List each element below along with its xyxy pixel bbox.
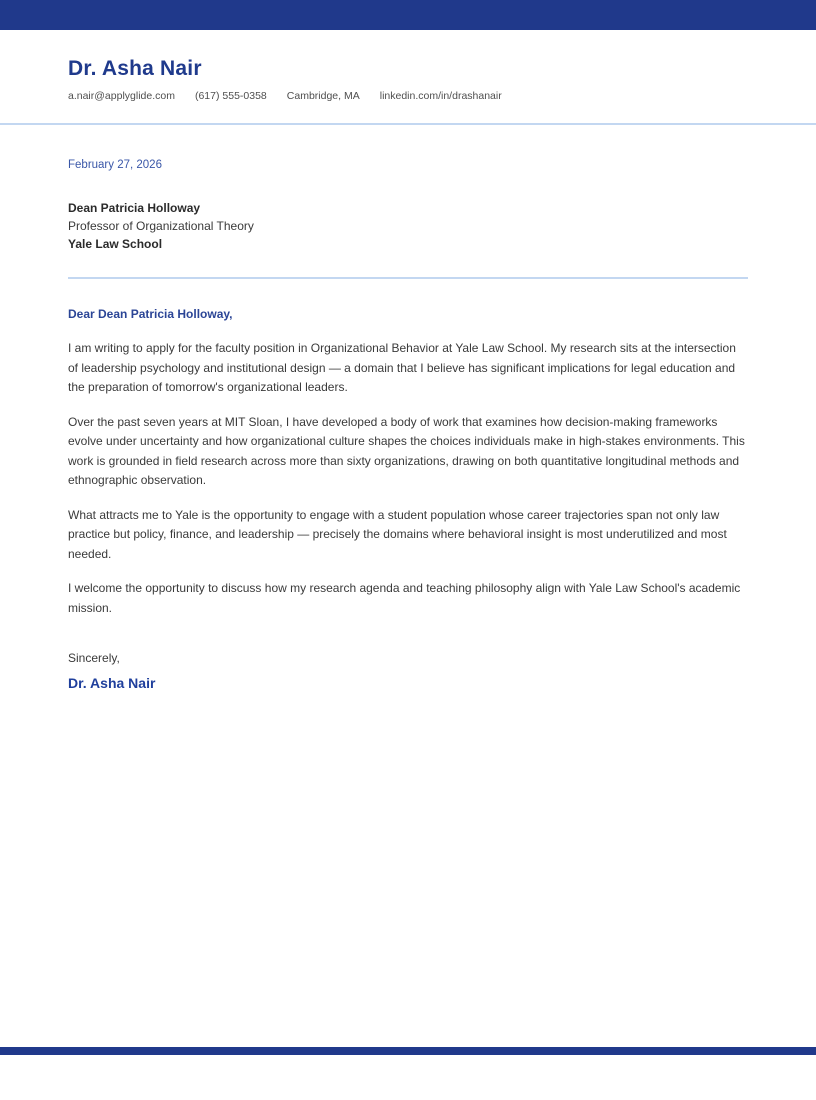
phone-text: (617) 555-0358: [194, 90, 267, 102]
recipient-title: Professor of Organizational Theory: [68, 218, 254, 233]
recipient-organization: Yale Law School: [68, 236, 163, 251]
closing-text: Sincerely,: [68, 651, 120, 665]
signature-name: Dr. Asha Nair: [68, 674, 156, 691]
salutation: Dear Dean Patricia Holloway,: [68, 306, 233, 321]
body-paragraph: I am writing to apply for the faculty position in Organizational Behavior at Yale Law School. My research sits at the intersection of leadership psychology and institutional design — a domain that I believe has significant implications for legal education and the preparation of tomorrow's organizational leaders.: [68, 341, 736, 394]
body-paragraph: What attracts me to Yale is the opportunity to engage with a student population whose career trajectories span not only law practice but policy, finance, and leadership — precisely the domains where behavioral insight is most underutilized and most needed.: [68, 507, 727, 561]
body-paragraph: Over the past seven years at MIT Sloan, I have developed a body of work that examines how decision-making frameworks evolve under uncertainty and how organizational culture shapes the choices individuals make in high-stakes environments. This work is grounded in field research across more than sixty organizations, drawing on both quantitative longitudinal methods and ethnographic observation.: [68, 414, 745, 487]
linkedin-text: linkedin.com/in/drashanair: [379, 90, 502, 102]
body-paragraph: I welcome the opportunity to discuss how my research agenda and teaching philosophy align with Yale Law School's academic mission.: [68, 581, 741, 615]
recipient-name: Dean Patricia Holloway: [68, 200, 201, 215]
letter-body: [0, 156, 816, 693]
letter-date: February 27, 2026: [68, 159, 162, 171]
top-accent-bar: [0, 0, 816, 30]
contact-row: [68, 90, 748, 102]
location-text: Cambridge, MA: [286, 90, 360, 102]
section-divider: [68, 277, 748, 279]
letterhead: [0, 30, 816, 125]
recipient-block: [68, 199, 748, 253]
applicant-name: Dr. Asha Nair: [68, 57, 202, 80]
email-text: a.nair@applyglide.com: [68, 90, 175, 102]
bottom-accent-bar: [0, 1047, 816, 1055]
